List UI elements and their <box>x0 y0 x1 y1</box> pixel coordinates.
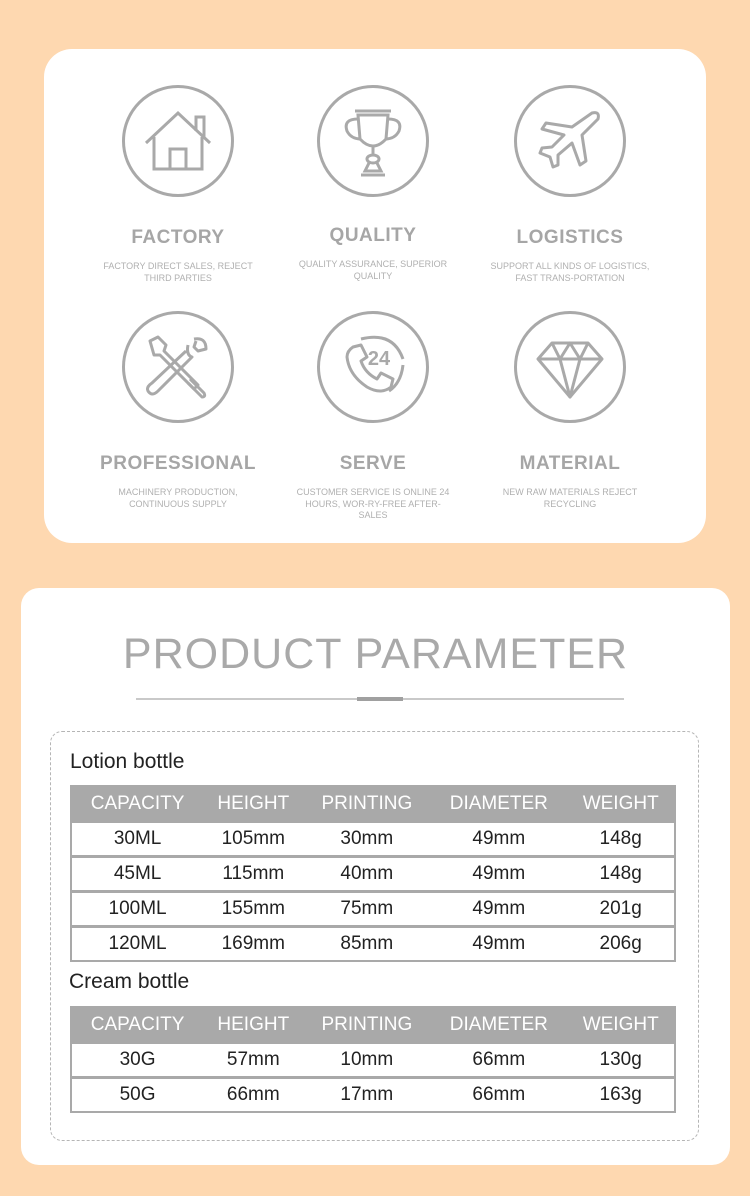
table-cell: 66mm <box>430 1043 567 1078</box>
table-cell: 75mm <box>303 892 430 927</box>
feature-description: QUALITY ASSURANCE, SUPERIOR QUALITY <box>298 259 448 281</box>
phone-24-icon <box>317 311 429 423</box>
table-header-row <box>71 1007 675 1043</box>
feature-description: SUPPORT ALL KINDS OF LOGISTICS, FAST TRANS-PORTATION <box>490 261 650 283</box>
table-cell: 50G <box>71 1078 203 1113</box>
table-cell: 49mm <box>430 822 567 857</box>
feature-title: PROFESSIONAL <box>100 453 256 474</box>
feature-description: NEW RAW MATERIALS REJECT RECYCLING <box>502 487 638 509</box>
table-cell: 45ML <box>71 857 203 892</box>
table-cell: 30G <box>71 1043 203 1078</box>
table-row <box>71 927 675 962</box>
header-printing: PRINTING <box>303 786 430 822</box>
table-cell: 206g <box>567 927 675 962</box>
header-weight: WEIGHT <box>567 786 675 822</box>
feature-professional <box>78 311 278 510</box>
table-cell: 30mm <box>303 822 430 857</box>
feature-title: MATERIAL <box>519 453 621 474</box>
table-cell: 169mm <box>203 927 303 962</box>
table-cell: 40mm <box>303 857 430 892</box>
feature-title: SERVE <box>339 453 407 474</box>
feature-quality <box>273 85 473 282</box>
table-cell: 148g <box>567 822 675 857</box>
header-height: HEIGHT <box>203 1007 303 1043</box>
table-cell: 10mm <box>303 1043 430 1078</box>
table-cell: 85mm <box>303 927 430 962</box>
diamond-icon <box>514 311 626 423</box>
tools-icon <box>122 311 234 423</box>
airplane-icon <box>514 85 626 197</box>
feature-title: FACTORY <box>131 227 225 248</box>
features-card <box>44 49 706 543</box>
badge-24: 24 <box>367 348 391 370</box>
feature-logistics <box>470 85 670 284</box>
table-cell: 49mm <box>430 857 567 892</box>
table-header-row <box>71 786 675 822</box>
header-capacity: CAPACITY <box>71 786 203 822</box>
table-cell: 105mm <box>203 822 303 857</box>
feature-description: FACTORY DIRECT SALES, REJECT THIRD PARTIES <box>103 261 253 283</box>
table-cell: 148g <box>567 857 675 892</box>
trophy-icon <box>317 85 429 197</box>
table-cell: 57mm <box>203 1043 303 1078</box>
table-cell: 66mm <box>430 1078 567 1113</box>
table-cell: 49mm <box>430 892 567 927</box>
header-capacity: CAPACITY <box>71 1007 203 1043</box>
table-cell: 49mm <box>430 927 567 962</box>
feature-serve <box>273 311 473 522</box>
header-height: HEIGHT <box>203 786 303 822</box>
header-weight: WEIGHT <box>567 1007 675 1043</box>
table-cell: 30ML <box>71 822 203 857</box>
table-cell: 115mm <box>203 857 303 892</box>
header-diameter: DIAMETER <box>430 1007 567 1043</box>
table-cell: 120ML <box>71 927 203 962</box>
feature-description: CUSTOMER SERVICE IS ONLINE 24 HOURS, WOR-RY-FREE AFTER-SALES <box>296 487 450 520</box>
feature-factory <box>78 85 278 284</box>
lotion-bottle-label: Lotion bottle <box>70 750 185 773</box>
table-row <box>71 1078 675 1113</box>
table-cell: 17mm <box>303 1078 430 1113</box>
table-cell: 100ML <box>71 892 203 927</box>
table-row <box>71 857 675 892</box>
table-row <box>71 1043 675 1078</box>
house-icon <box>122 85 234 197</box>
table-cell: 163g <box>567 1078 675 1113</box>
table-row <box>71 822 675 857</box>
table-cell: 66mm <box>203 1078 303 1113</box>
table-cell: 201g <box>567 892 675 927</box>
cream-bottle-table <box>70 1006 676 1113</box>
header-diameter: DIAMETER <box>430 786 567 822</box>
feature-description: MACHINERY PRODUCTION, CONTINUOUS SUPPLY <box>118 487 238 509</box>
feature-title: QUALITY <box>329 225 417 246</box>
title-divider-accent <box>357 697 403 701</box>
table-cell: 155mm <box>203 892 303 927</box>
product-parameter-card <box>21 588 730 1165</box>
feature-title: LOGISTICS <box>516 227 624 248</box>
lotion-bottle-table <box>70 785 676 962</box>
table-row <box>71 892 675 927</box>
table-cell: 130g <box>567 1043 675 1078</box>
section-title: PRODUCT PARAMETER <box>122 630 629 678</box>
header-printing: PRINTING <box>303 1007 430 1043</box>
cream-bottle-label: Cream bottle <box>69 970 190 993</box>
feature-material <box>470 311 670 510</box>
